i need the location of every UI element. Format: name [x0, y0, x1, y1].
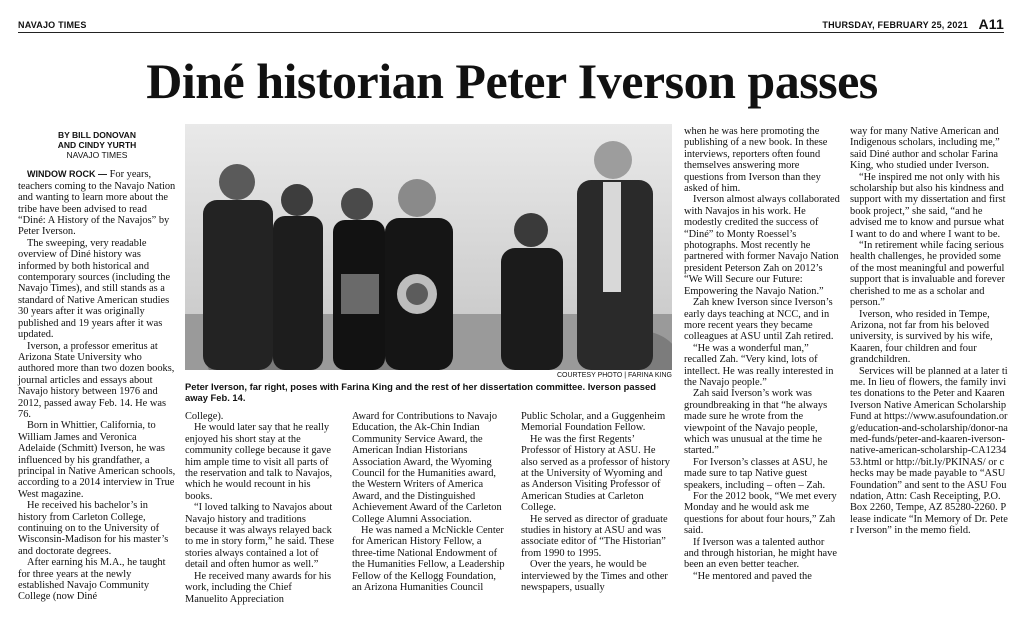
- paragraph: way for many Native American and Indigenous scholars, including me,” said Diné author and scholar Farina King, who studied under Iverson.: [850, 126, 1000, 172]
- paragraph: “He was a wonderful man,” recalled Zah. “Very kind, lots of intellect. He was really interested in the Navajo people.”: [684, 342, 834, 388]
- paragraph: For the 2012 book, “We met every Monday and he would ask me questions for about four hours,” Zah said.: [684, 491, 837, 537]
- byline-line-1: BY BILL DONOVAN: [58, 130, 136, 140]
- paragraph: He was named a McNickle Center for American History Fellow, a three-time National Endowment of the Humanities Fellow, a Leadership Fellow of the Kellogg Foundation, an Arizona Humanities Council: [352, 525, 505, 594]
- paragraph: Iverson almost always collaborated with Navajos in his work. He modestly credited the success of “Diné” to Monty Roessel’s photographs. Most recently he partnered with former Navajo Nation president Peterson Zah on 2012’s “We Will Secure our Future: Empowering the Navajo Nation.”: [684, 194, 840, 297]
- paragraph: when he was here promoting the publishing of a new book. In these interviews, reporters often found themselves answering more questions from Iverson than they asked of him.: [684, 126, 828, 195]
- paragraph: Iverson, who resided in Tempe, Arizona, not far from his beloved university, is survived by his wife, Kaaren, four children and four grandchildren.: [850, 308, 993, 366]
- paragraph: College).: [185, 411, 224, 422]
- paragraph: He served as director of graduate studies in history at ASU and was associate editor of “The Historian” from 1990 to 1995.: [521, 513, 668, 559]
- paragraph: The sweeping, very readable overview of Diné history was informed by both historical and contemporary sources (including the Navajo Times), and still stands as a standard of Native American studies 30 years after it was originally published and 19 years after it was updated.: [18, 237, 171, 341]
- paragraph: “He inspired me not only with his scholarship but also his kindness and support with my dissertation and first book project,” she said, “and he advised me to know and pursue what I want to do and where I want to be.: [850, 171, 1006, 240]
- article-column-3: [352, 411, 507, 594]
- paragraph: “I loved talking to Navajos about Navajo history and traditions because it was always relayed back to me in story form,” he said. These stories always contained a lot of detail and often humor as well.”: [185, 502, 334, 571]
- byline-outlet: NAVAJO TIMES: [66, 150, 128, 160]
- paragraph: After earning his M.A., he taught for three years at the newly established Navajo Community College (now Diné: [18, 557, 166, 603]
- paragraph: He received his bachelor’s in history from Carleton College, continuing on to the University of Wisconsin-Madison for his master’s and doctorate degrees.: [18, 500, 169, 557]
- paragraph: Services will be planned at a later time. In lieu of flowers, the family invites donations to the Peter and Kaaren Iverson Native American Scholarship Fund at https://www.asufoundation.org/education-and-scholarship/donor-named-funds/peter-and-kaaren-iverson-native-american-scholarship-CA123453.html or http://bit.ly/PKINAS/ or checks may be made payable to “ASU Foundation” and sent to the ASU Foundation, Attn: Cash Receipting, P.O. Box 2260, Tempe, AZ 85280-2260. Please indicate “In Memory of Dr. Peter Iverson” in the memo field.: [850, 365, 1008, 537]
- paragraph: Zah knew Iverson since Iverson’s early days teaching at NCC, and in more recent years they became colleagues at ASU until Zah retired.: [684, 297, 834, 343]
- article-column-1: [18, 130, 176, 603]
- article-photo: [185, 124, 672, 370]
- paragraph: Over the years, he would be interviewed by the Times and other newspapers, usually: [521, 559, 668, 594]
- article-column-5: [684, 126, 840, 582]
- paragraph: He was the first Regents’ Professor of History at ASU. He also served as a professor of history at the University of Wyoming and as Anderson Visiting Professor of American Studies at Carleton College.: [521, 433, 670, 514]
- paragraph: If Iverson was a talented author and through historian, he might have been an even better teacher.: [684, 536, 837, 571]
- paragraph: He received many awards for his work, including the Chief Manuelito Appreciation: [185, 570, 332, 605]
- paragraph: Award for Contributions to Navajo Education, the Ak-Chin Indian Community Service Award, the American Indian Historians Association Award, the Wyoming Council for the Humanities award, the Western Writers of America Award, and the Distinguished Achievement Award of the Carleton College Alumni Association.: [352, 411, 502, 525]
- header-page-number: A11: [978, 16, 1004, 32]
- byline-line-2: AND CINDY YURTH: [57, 140, 137, 150]
- header-paper-name: NAVAJO TIMES: [18, 20, 87, 30]
- article-column-4: [521, 411, 672, 594]
- group-photo-image: [185, 124, 672, 370]
- paragraph: “In retirement while facing serious health challenges, he provided some of the most meaningful and powerful support that is invaluable and forever cherished to me as a scholar and person.”: [850, 240, 1005, 309]
- photo-credit: COURTESY PHOTO | FARINA KING: [556, 372, 672, 379]
- photo-caption: Peter Iverson, far right, poses with Farina King and the rest of her dissertation committee. Iverson passed away Feb. 14.: [185, 381, 656, 403]
- paragraph: “He mentored and paved the: [693, 570, 812, 582]
- paragraph: Iverson, a professor emeritus at Arizona State University who authored more than two dozen books, journal articles and essays about Navajo history between 1976 and 2012, passed away Feb. 14. He was 76.: [18, 340, 175, 420]
- article-column-2: [185, 411, 337, 605]
- paragraph: He would later say that he really enjoyed his short stay at the community college because it gave him ample time to visit all parts of the reservation and talk to Navajos, which he would recount in his books.: [185, 422, 333, 502]
- paragraph: WINDOW ROCK — For years, teachers coming to the Navajo Nation and wanting to learn more about the tribe have been advised to read “Diné: A History of the Navajos” by Peter Iverson.: [18, 169, 176, 238]
- header-date: THURSDAY, FEBRUARY 25, 2021: [822, 20, 968, 30]
- header-rule: [18, 32, 1004, 33]
- paragraph: For Iverson’s classes at ASU, he made sure to tap Native guest speakers, including – often – Zah.: [684, 456, 828, 491]
- paragraph: Zah said Iverson’s work was groundbreaking in that “he always made sure he wrote from the viewpoint of the Navajo people, which was unusual at the time he started.”: [684, 388, 828, 457]
- headline: Diné historian Peter Iverson passes: [146, 53, 878, 109]
- dateline: WINDOW ROCK —: [27, 169, 107, 180]
- article-column-6: [850, 126, 1008, 537]
- paragraph: Public Scholar, and a Guggenheim Memorial Foundation Fellow.: [521, 411, 666, 434]
- paragraph: Born in Whittier, California, to William James and Veronica Adelaide (Schmitt) Iverson, he was influenced by his grandfather, a principal in Native American schools, according to a 2014 interview in True West magazine.: [18, 420, 176, 500]
